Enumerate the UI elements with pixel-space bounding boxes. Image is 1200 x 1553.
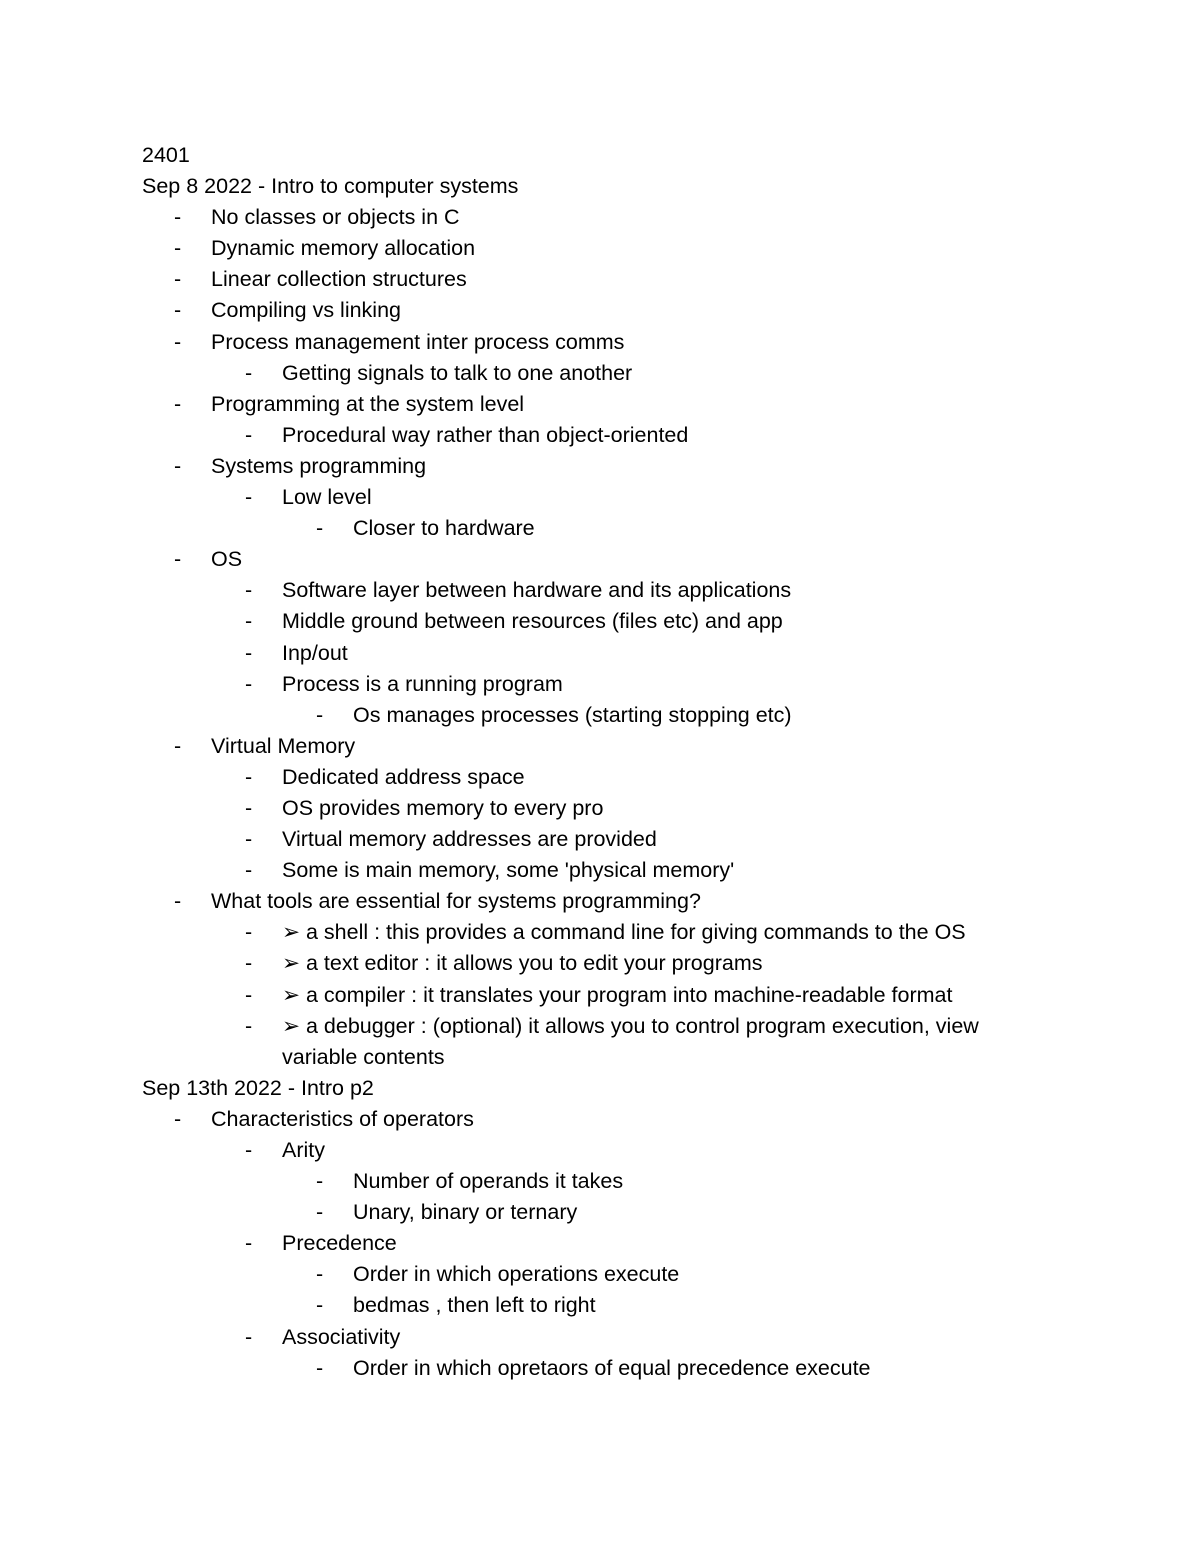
line-text: Low level xyxy=(282,485,372,510)
bullet-dash: - xyxy=(245,1013,253,1038)
line-text: Dedicated address space xyxy=(282,764,525,789)
line-text: OS xyxy=(211,547,243,572)
bullet-item xyxy=(0,1197,1200,1228)
line-text: Virtual memory addresses are provided xyxy=(282,827,657,852)
bullet-dash: - xyxy=(245,1231,253,1256)
bullet-dash: - xyxy=(245,1138,253,1162)
bullet-dash: - xyxy=(174,236,182,261)
line-text: OS provides memory to every pro xyxy=(282,795,604,820)
line-text: Systems programming xyxy=(211,453,427,478)
line-text: Process management inter process comms xyxy=(211,329,625,354)
bullet-dash: - xyxy=(174,889,182,914)
line-text: Compiling vs linking xyxy=(211,298,401,323)
line-text: Order in which operations execute xyxy=(353,1262,680,1287)
line-text: variable contents xyxy=(282,1044,445,1069)
line-text: Dynamic memory allocation xyxy=(211,236,476,261)
bullet-item xyxy=(0,855,1200,886)
section-heading xyxy=(0,1073,1200,1104)
bullet-item xyxy=(0,513,1200,544)
bullet-item xyxy=(0,980,1200,1011)
line-text: No classes or objects in C xyxy=(211,205,460,230)
bullet-dash: - xyxy=(245,858,253,883)
line-text: Os manages processes (starting stopping etc) xyxy=(353,702,792,727)
bullet-item xyxy=(0,1259,1200,1290)
bullet-item xyxy=(0,264,1200,295)
bullet-dash: - xyxy=(245,360,253,385)
line-text: Inp/out xyxy=(282,640,348,665)
bullet-dash: - xyxy=(245,609,253,634)
bullet-item xyxy=(0,544,1200,575)
line-text: Unary, binary or ternary xyxy=(353,1200,578,1225)
bullet-dash: - xyxy=(316,516,324,541)
bullet-dash: - xyxy=(316,1169,324,1194)
bullet-dash: - xyxy=(174,391,182,416)
bullet-item xyxy=(0,1290,1200,1321)
line-text: Process is a running program xyxy=(282,671,563,696)
line-text: What tools are essential for systems programming? xyxy=(211,889,701,914)
bullet-item xyxy=(0,1166,1200,1197)
bullet-dash: - xyxy=(245,982,253,1007)
bullet-dash: - xyxy=(245,1324,253,1349)
line-text: Getting signals to talk to one another xyxy=(282,360,633,385)
line-text: Order in which opretaors of equal precedence execute xyxy=(353,1355,871,1380)
bullet-dash: - xyxy=(245,485,253,510)
line-text: Linear collection structures xyxy=(211,267,467,292)
bullet-item xyxy=(0,793,1200,824)
bullet-dash: - xyxy=(316,1355,324,1380)
bullet-item xyxy=(0,1011,1200,1042)
line-text: Programming at the system level xyxy=(211,391,525,416)
line-text: ➢ a debugger : (optional) it allows you to control program execution, view xyxy=(282,1013,979,1038)
bullet-dash: - xyxy=(245,920,253,945)
bullet-item xyxy=(0,420,1200,451)
bullet-item xyxy=(0,327,1200,358)
bullet-dash: - xyxy=(245,951,253,976)
line-text: Number of operands it takes xyxy=(353,1169,624,1194)
line-text: ➢ a compiler : it translates your program into machine-readable format xyxy=(282,982,953,1007)
bullet-dash: - xyxy=(245,640,253,665)
bullet-dash: - xyxy=(174,453,182,478)
bullet-item xyxy=(0,731,1200,762)
line-text: Procedural way rather than object-oriented xyxy=(282,422,689,447)
section-heading xyxy=(0,171,1200,202)
bullet-dash: - xyxy=(174,329,182,354)
bullet-item xyxy=(0,295,1200,326)
line-text: 2401 xyxy=(142,143,190,167)
line-text: Middle ground between resources (files etc) and app xyxy=(282,609,783,634)
bullet-item xyxy=(0,1135,1200,1166)
bullet-item xyxy=(0,389,1200,420)
bullet-item xyxy=(0,1104,1200,1135)
line-text: ➢ a text editor : it allows you to edit your programs xyxy=(282,951,763,976)
line-text: Virtual Memory xyxy=(211,733,356,758)
bullet-item xyxy=(0,1042,1200,1073)
bullet-item xyxy=(0,638,1200,669)
line-text: Arity xyxy=(282,1138,325,1162)
line-text: Some is main memory, some 'physical memory' xyxy=(282,858,735,883)
line-text: Associativity xyxy=(282,1324,401,1349)
bullet-dash: - xyxy=(316,1262,324,1287)
bullet-item xyxy=(0,669,1200,700)
bullet-item xyxy=(0,482,1200,513)
bullet-dash: - xyxy=(174,298,182,323)
line-text: Sep 8 2022 - Intro to computer systems xyxy=(142,174,519,199)
bullet-dash: - xyxy=(174,547,182,572)
section-heading xyxy=(0,140,1200,171)
bullet-item xyxy=(0,233,1200,264)
bullet-dash: - xyxy=(316,702,324,727)
bullet-dash: - xyxy=(316,1293,324,1318)
bullet-dash: - xyxy=(174,267,182,292)
bullet-item xyxy=(0,451,1200,482)
bullet-item xyxy=(0,948,1200,979)
line-text: bedmas , then left to right xyxy=(353,1293,596,1318)
bullet-dash: - xyxy=(245,578,253,603)
bullet-dash: - xyxy=(316,1200,324,1225)
line-text: ➢ a shell : this provides a command line for giving commands to the OS xyxy=(282,920,966,945)
bullet-dash: - xyxy=(174,1106,182,1131)
bullet-item xyxy=(0,1228,1200,1259)
bullet-item xyxy=(0,606,1200,637)
bullet-item xyxy=(0,824,1200,855)
bullet-item xyxy=(0,358,1200,389)
bullet-dash: - xyxy=(245,827,253,852)
bullet-dash: - xyxy=(174,733,182,758)
line-text: Sep 13th 2022 - Intro p2 xyxy=(142,1075,374,1100)
bullet-dash: - xyxy=(245,422,253,447)
bullet-item xyxy=(0,202,1200,233)
bullet-dash: - xyxy=(245,671,253,696)
bullet-item xyxy=(0,575,1200,606)
bullet-item xyxy=(0,700,1200,731)
bullet-item xyxy=(0,762,1200,793)
bullet-item xyxy=(0,886,1200,917)
line-text: Characteristics of operators xyxy=(211,1106,474,1131)
line-text: Precedence xyxy=(282,1231,397,1256)
bullet-item xyxy=(0,1322,1200,1353)
bullet-item xyxy=(0,1353,1200,1384)
line-text: Software layer between hardware and its applications xyxy=(282,578,792,603)
document-page xyxy=(0,140,1200,1384)
bullet-dash: - xyxy=(245,795,253,820)
bullet-dash: - xyxy=(245,764,253,789)
bullet-item xyxy=(0,917,1200,948)
line-text: Closer to hardware xyxy=(353,516,535,541)
bullet-dash: - xyxy=(174,205,182,230)
